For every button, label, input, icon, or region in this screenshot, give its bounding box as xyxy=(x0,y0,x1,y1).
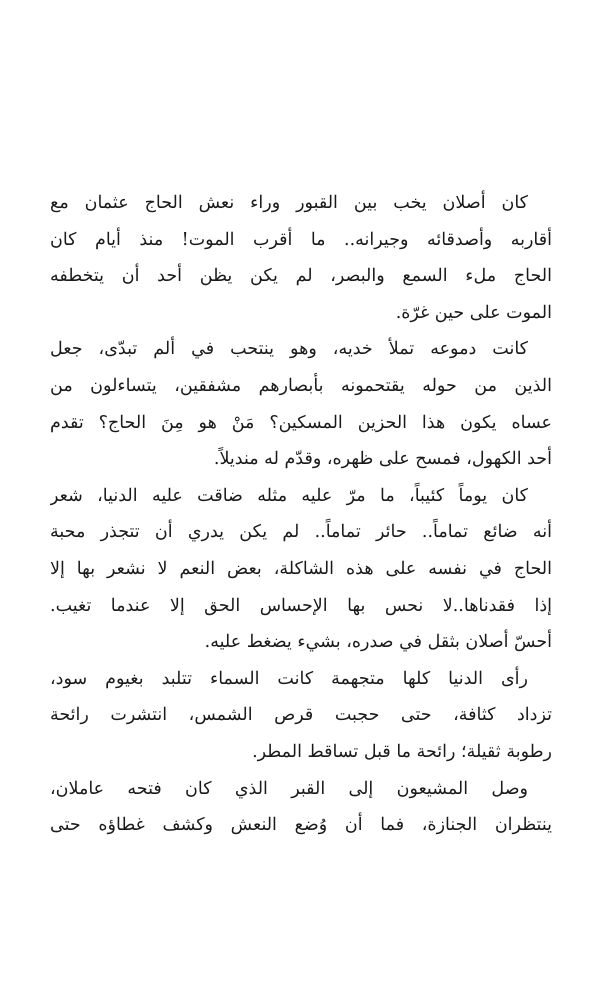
text-line: أنه ضائع تماماً.. حائر تماماً.. لم يكن يدري أن تتجذر محبة xyxy=(50,522,552,543)
paragraph-1 xyxy=(50,185,552,331)
text-line: الموت على حين غرّة. xyxy=(395,302,552,323)
text-line: عساه يكون هذا الحزين المسكين؟ مَنْ هو مِنَ الحاج؟ تقدم xyxy=(50,412,552,433)
text-line: رأى الدنيا كلها متجهمة كانت السماء تتلبد بغيوم سود، xyxy=(50,668,528,689)
text-line: رطوبة ثقيلة؛ رائحة ما قبل تساقط المطر. xyxy=(252,741,552,762)
text-line: أحد الكهول، فمسح على ظهره، وقدّم له منديلاً. xyxy=(213,449,552,470)
text-line: الحاج في نفسه على هذه الشاكلة، بعض النعم لا نشعر بها إلا xyxy=(50,558,552,579)
text-line: ينتظران الجنازة، فما أن وُضع النعش وكشف غطاؤه حتى xyxy=(50,815,552,836)
text-line: إذا فقدناها..لا نحس بها الإحساس الحق إلا عندما تغيب. xyxy=(50,595,552,616)
paragraph-4 xyxy=(50,661,552,771)
text-line: وصل المشيعون إلى القبر الذي كان فتحه عاملان، xyxy=(50,778,528,799)
text-line: أقاربه وأصدقائه وجيرانه.. ما أقرب الموت! منذ أيام كان xyxy=(50,229,552,250)
paragraph-3 xyxy=(50,478,552,661)
text-line: الذين من حوله يقتحمونه بأبصارهم مشفقين، يتساءلون من xyxy=(50,375,552,396)
body-text xyxy=(50,185,552,844)
paragraph-2 xyxy=(50,331,552,477)
text-line: كان يوماً كئيباً، ما مرّ عليه مثله ضاقت عليه الدنيا، شعر xyxy=(50,485,528,506)
text-line: تزداد كثافة، حتى حجبت قرص الشمس، انتشرت رائحة xyxy=(50,705,552,726)
text-line: كانت دموعه تملأ خديه، وهو ينتحب في ألم تبدّى، جعل xyxy=(50,339,528,360)
text-line: أحسّ أصلان بثقل في صدره، بشيء يضغط عليه. xyxy=(204,632,552,653)
text-line: كان أصلان يخب بين القبور وراء نعش الحاج عثمان مع xyxy=(50,193,528,213)
text-line: الحاج ملء السمع والبصر، لم يكن يظن أحد أن يتخطفه xyxy=(50,266,552,287)
paragraph-5 xyxy=(50,771,552,844)
